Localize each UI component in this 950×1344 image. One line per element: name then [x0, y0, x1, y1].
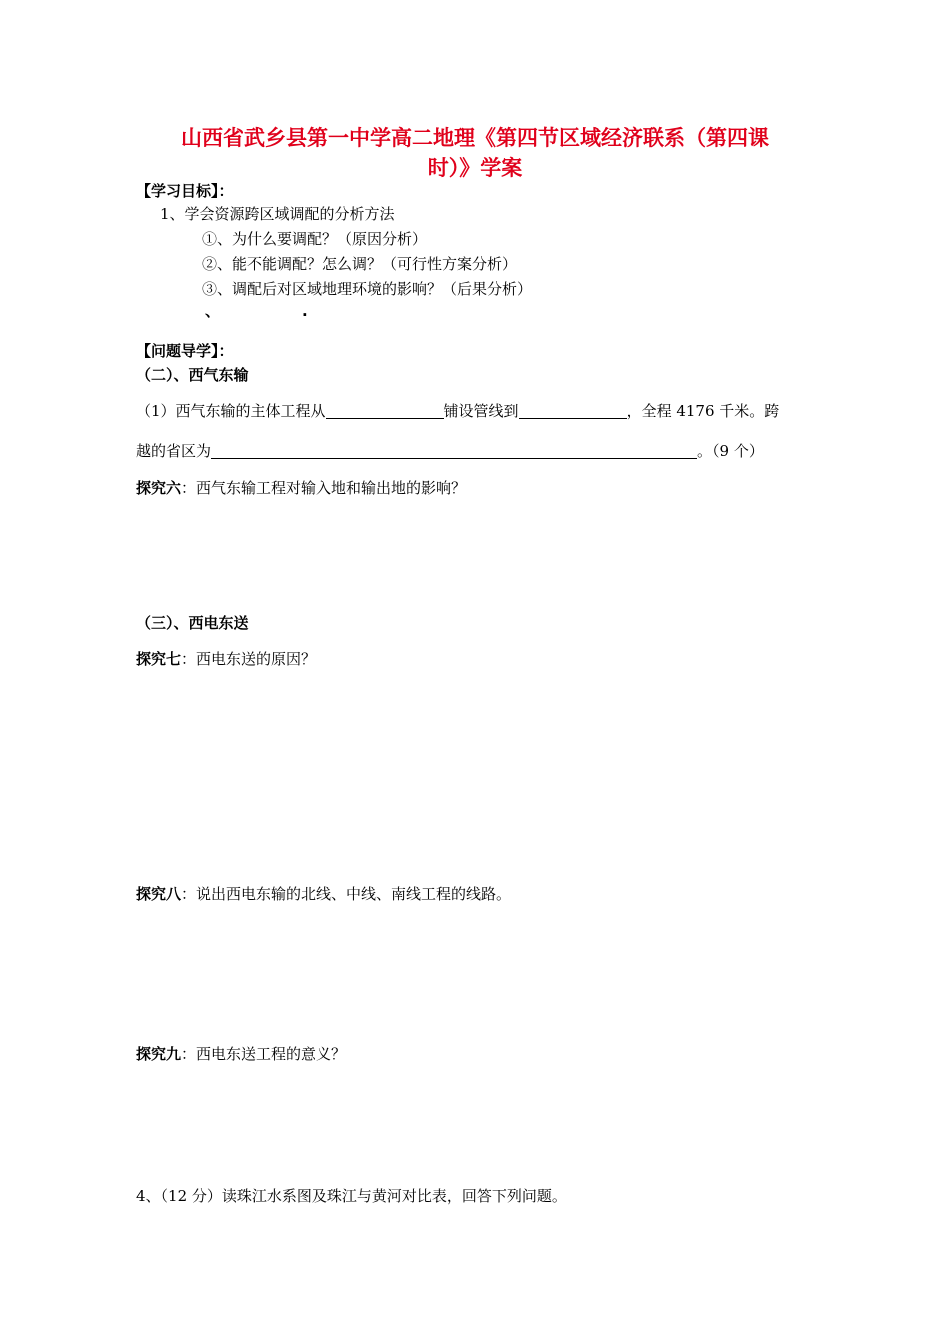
explore-7 — [136, 648, 316, 669]
stray-dot-mark: . — [302, 302, 308, 320]
answer-blank-start[interactable] — [326, 403, 444, 419]
page-title-line2: 时）》学案 — [427, 156, 523, 180]
question-1-line1 — [136, 400, 779, 421]
objective-sub-1: ①、为什么要调配？（原因分析） — [202, 230, 428, 248]
explore-9 — [136, 1043, 346, 1064]
explore-9-label: 探究九 — [136, 1045, 182, 1063]
objective-item-1: 1、学会资源跨区域调配的分析方法 — [160, 205, 395, 223]
question-1-text-d: 越的省区为 — [136, 442, 212, 460]
page-title-line1: 山西省武乡县第一中学高二地理《第四节区域经济联系（第四课 — [181, 126, 769, 150]
explore-8-label: 探究八 — [136, 885, 182, 903]
question-1-text-e: 。（9 个） — [697, 442, 764, 460]
section-heading-west-gas: （二）、西气东输 — [136, 366, 249, 384]
explore-6 — [136, 477, 466, 498]
question-4: 4、（12 分）读珠江水系图及珠江与黄河对比表，回答下列问题。 — [136, 1187, 567, 1205]
objective-sub-3: ③、调配后对区域地理环境的影响？（后果分析） — [202, 280, 533, 298]
explore-6-label: 探究六 — [136, 479, 182, 497]
objectives-heading: 【学习目标】： — [136, 182, 234, 200]
answer-blank-end[interactable] — [519, 403, 627, 419]
explore-9-text: ：西电东送工程的意义？ — [181, 1045, 347, 1063]
explore-8 — [136, 883, 511, 904]
explore-7-text: ：西电东送的原因？ — [181, 650, 317, 668]
explore-6-text: ：西气东输工程对输入地和输出地的影响？ — [181, 479, 467, 497]
question-1-text-a: （1）西气东输的主体工程从 — [136, 402, 326, 420]
guide-heading: 【问题导学】： — [136, 342, 234, 360]
explore-7-label: 探究七 — [136, 650, 182, 668]
question-1-line2 — [136, 440, 764, 461]
stray-comma-mark: 、 — [205, 302, 221, 320]
answer-blank-provinces[interactable] — [211, 443, 697, 459]
explore-8-text: ：说出西电东输的北线、中线、南线工程的线路。 — [181, 885, 512, 903]
question-1-text-c: ，全程 4176 千米。跨 — [626, 402, 780, 420]
objective-sub-2: ②、能不能调配？怎么调？（可行性方案分析） — [202, 255, 518, 273]
question-1-text-b: 铺设管线到 — [443, 402, 519, 420]
section-heading-west-power: （三）、西电东送 — [136, 614, 249, 632]
